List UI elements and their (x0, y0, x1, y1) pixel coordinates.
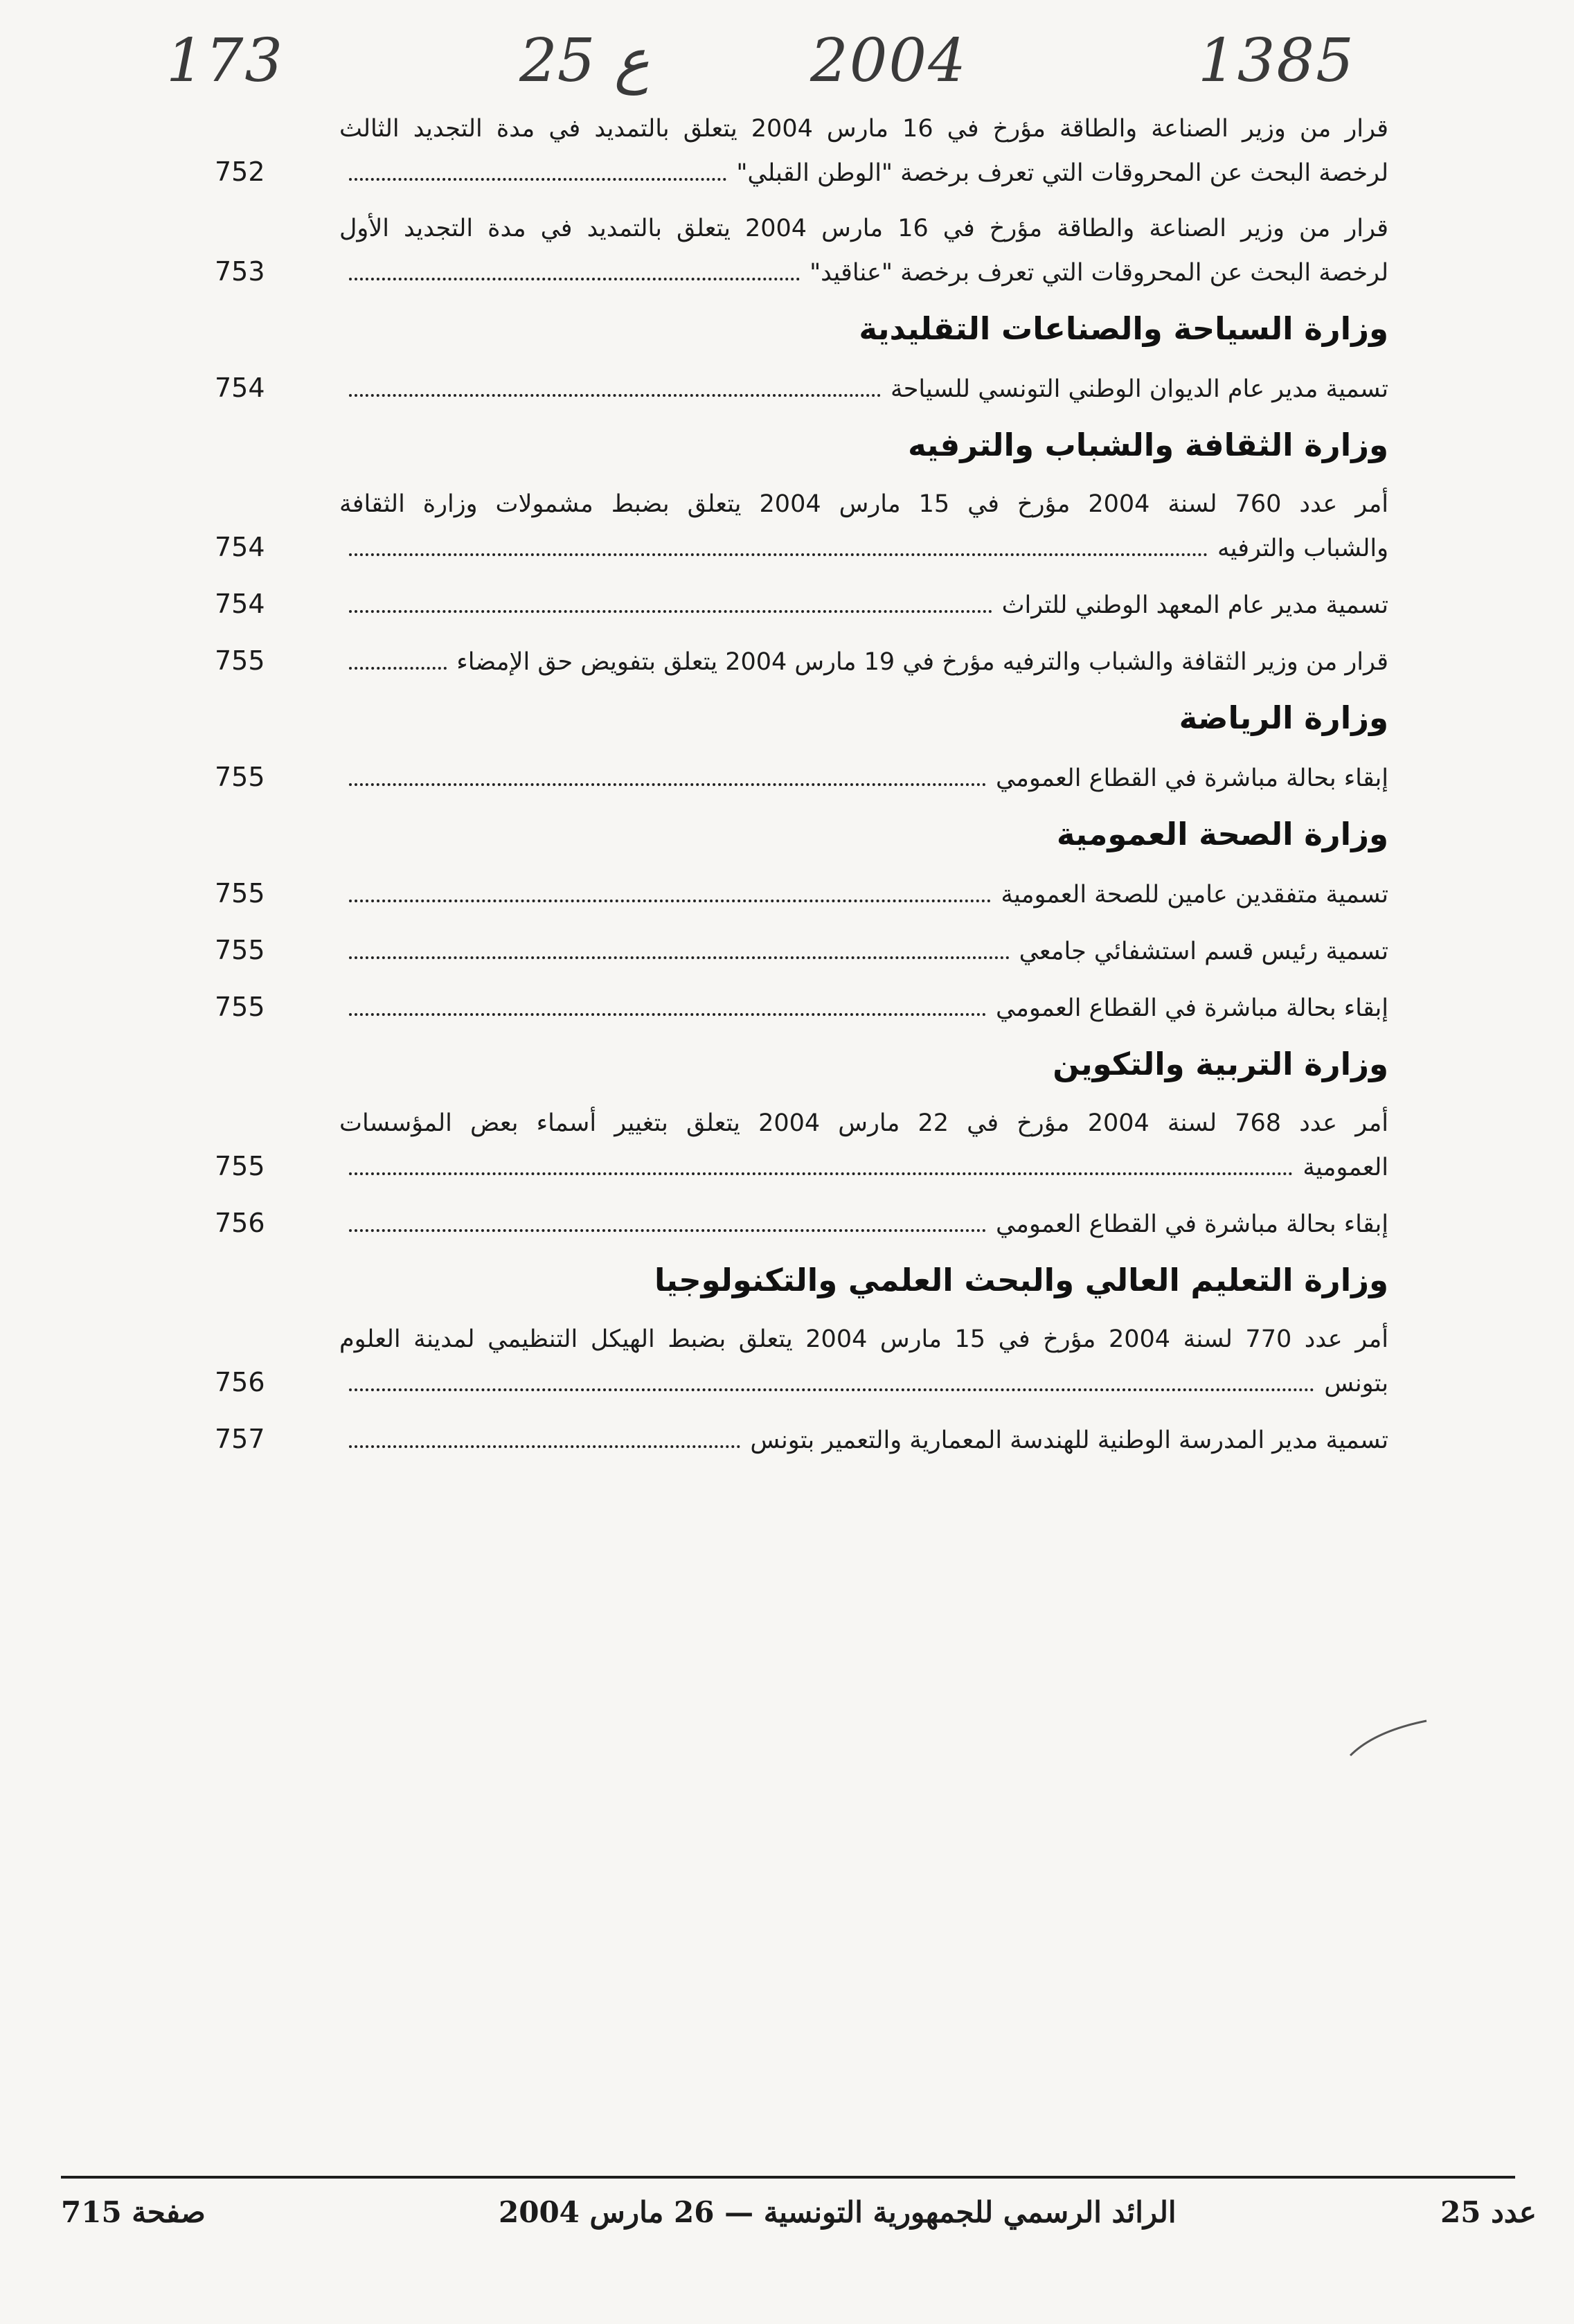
toc-entry-text: العمومية (1303, 1154, 1388, 1181)
toc-entry-text: لرخصة البحث عن المحروقات التي تعرف برخصة "عناقيد" (810, 259, 1388, 287)
toc-entry[interactable] (201, 1102, 1388, 1189)
toc-entry-text: قرار من وزير الصناعة والطاقة مؤرخ في 16 مارس 2004 يتعلق بالتمديد في مدة التجديد الأول (339, 215, 1388, 242)
toc-page-number: 755 (215, 1151, 265, 1181)
toc-page-number: 755 (215, 762, 265, 792)
dot-leader (349, 667, 447, 670)
toc-entry[interactable] (201, 207, 1388, 294)
toc-entry-text: إبقاء بحالة مباشرة في القطاع العمومي (995, 994, 1388, 1022)
toc-entry-text: قرار من وزير الثقافة والشباب والترفيه مؤرخ في 19 مارس 2004 يتعلق بتفويض حق الإمضاء (456, 648, 1388, 676)
toc-page-number: 754 (215, 589, 265, 619)
toc-entry[interactable] (201, 1201, 1388, 1246)
toc-entry-text: أمر عدد 760 لسنة 2004 مؤرخ في 15 مارس 2004 يتعلق بضبط مشمولات وزارة الثقافة (339, 490, 1388, 518)
toc-page-number: 756 (215, 1367, 265, 1397)
toc-page-number: 755 (215, 645, 265, 676)
dot-leader (349, 1229, 986, 1232)
toc-entry[interactable] (201, 872, 1388, 916)
toc-entry[interactable] (201, 639, 1388, 683)
toc-entry-text: تسمية مدير عام الديوان الوطني التونسي للسياحة (890, 375, 1388, 403)
dot-leader (349, 610, 992, 613)
ministry-heading: وزارة السياحة والصناعات التقليدية (859, 310, 1388, 347)
toc-entry-text: تسمية متفقدين عامين للصحة العمومية (1001, 881, 1388, 909)
toc-entry-text: أمر عدد 768 لسنة 2004 مؤرخ في 22 مارس 2004 يتعلق بتغيير أسماء بعض المؤسسات (339, 1109, 1388, 1137)
dot-leader (349, 1172, 1293, 1175)
toc-entry[interactable] (201, 985, 1388, 1030)
toc-page-number: 757 (215, 1424, 265, 1454)
handwritten-note-left: 173 (166, 26, 285, 96)
toc-entry[interactable] (201, 1418, 1388, 1462)
pen-stroke-mark (1347, 1717, 1430, 1759)
handwritten-note-right: 1385 (1198, 26, 1355, 96)
handwritten-note-issue: 25 ع (519, 26, 650, 96)
toc-entry[interactable] (201, 929, 1388, 973)
toc-entry-text: أمر عدد 770 لسنة 2004 مؤرخ في 15 مارس 2004 يتعلق بضبط الهيكل التنظيمي لمدينة العلوم (339, 1325, 1388, 1353)
toc-entry[interactable] (201, 756, 1388, 800)
toc-entry-text: تسمية مدير المدرسة الوطنية للهندسة المعمارية والتعمير بتونس (750, 1427, 1388, 1454)
ministry-heading: وزارة الثقافة والشباب والترفيه (908, 427, 1388, 463)
dot-leader (349, 1013, 986, 1016)
footer-issue-number: عدد 25 (1440, 2195, 1537, 2229)
toc-page-number: 753 (215, 256, 265, 287)
toc-entry-text: لرخصة البحث عن المحروقات التي تعرف برخصة "الوطن القبلي" (736, 159, 1388, 187)
toc-page-number: 756 (215, 1208, 265, 1238)
footer-rule (61, 2176, 1515, 2179)
toc-entry-text: إبقاء بحالة مباشرة في القطاع العمومي (995, 1210, 1388, 1238)
dot-leader (349, 278, 800, 280)
dot-leader (349, 783, 986, 786)
toc-page-number: 755 (215, 992, 265, 1022)
dot-leader (349, 900, 991, 902)
ministry-heading: وزارة الرياضة (1179, 699, 1388, 736)
dot-leader (349, 553, 1208, 556)
toc-entry[interactable] (201, 107, 1388, 195)
toc-entry[interactable] (201, 1318, 1388, 1405)
dot-leader (349, 178, 726, 181)
ministry-heading: وزارة الصحة العمومية (1056, 816, 1388, 852)
toc-entry[interactable] (201, 483, 1388, 570)
table-of-contents (201, 107, 1388, 1474)
dot-leader (349, 956, 1010, 959)
toc-entry-text: إبقاء بحالة مباشرة في القطاع العمومي (995, 765, 1388, 792)
dot-leader (349, 1388, 1314, 1391)
toc-page-number: 752 (215, 157, 265, 187)
toc-entry-text: قرار من وزير الصناعة والطاقة مؤرخ في 16 مارس 2004 يتعلق بالتمديد في مدة التجديد الثالث (339, 115, 1389, 143)
ministry-heading: وزارة التربية والتكوين (1053, 1046, 1388, 1082)
ministry-heading: وزارة التعليم العالي والبحث العلمي والتكنولوجيا (654, 1262, 1388, 1298)
toc-entry-text: بتونس (1324, 1370, 1388, 1397)
toc-page-number: 755 (215, 935, 265, 965)
dot-leader (349, 1445, 740, 1448)
dot-leader (349, 394, 881, 397)
toc-page-number: 754 (215, 532, 265, 562)
toc-entry-text: تسمية مدير عام المعهد الوطني للتراث (1001, 591, 1388, 619)
footer-page-number: صفحة 715 (61, 2195, 206, 2229)
toc-entry[interactable] (201, 582, 1388, 627)
toc-entry-text: والشباب والترفيه (1217, 535, 1388, 562)
toc-page-number: 755 (215, 878, 265, 909)
toc-page-number: 754 (215, 373, 265, 403)
handwritten-note-year: 2004 (810, 26, 967, 96)
toc-entry-text: تسمية رئيس قسم استشفائي جامعي (1019, 938, 1388, 965)
footer-journal-title: الرائد الرسمي للجمهورية التونسية — 26 مارس 2004 (499, 2195, 1177, 2229)
toc-entry[interactable] (201, 366, 1388, 411)
